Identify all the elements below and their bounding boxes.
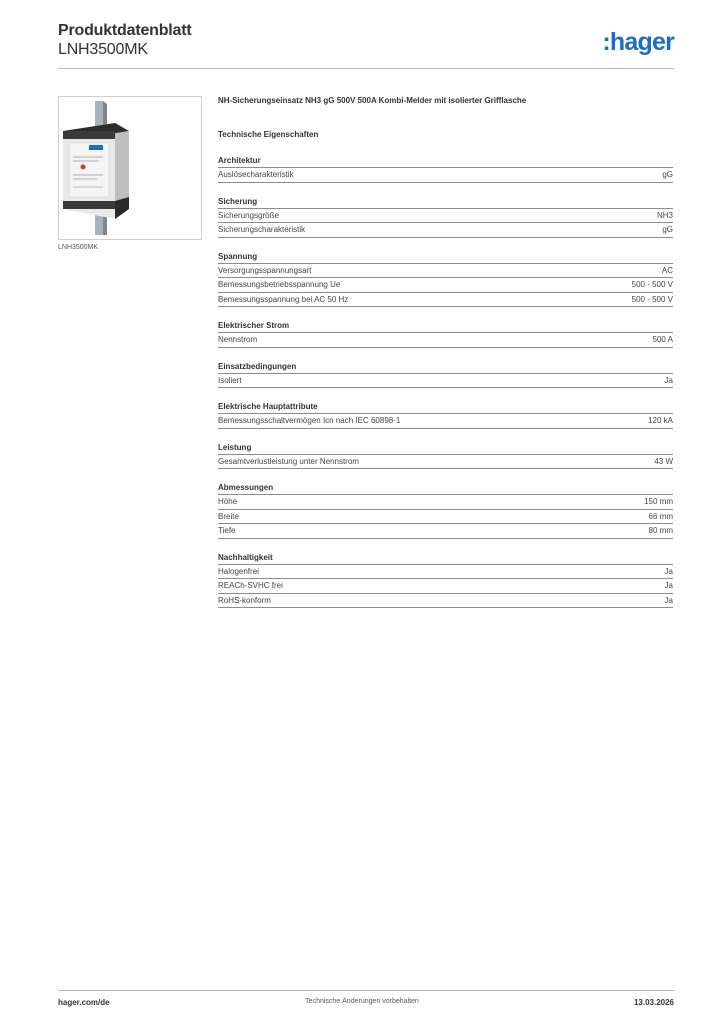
spec-row (218, 168, 673, 183)
product-details (218, 96, 673, 608)
spec-row (218, 495, 673, 510)
spec-group-title: Einsatzbedingungen (218, 362, 673, 374)
spec-value: Ja (664, 566, 673, 576)
footer-date: 13.03.2026 (633, 998, 674, 1007)
spec-label: RoHS-konform (218, 595, 271, 605)
spec-value: 500 - 500 V (631, 294, 673, 304)
specs-heading: Technische Eigenschaften (218, 130, 319, 139)
spec-row (218, 333, 673, 348)
spec-value: 500 A (652, 335, 673, 344)
spec-value: 66 mm (648, 511, 673, 521)
spec-value: 80 mm (648, 526, 673, 535)
spec-group-title: Leistung (218, 443, 673, 455)
spec-row (218, 209, 673, 224)
spec-row (218, 455, 673, 470)
header-divider (58, 68, 674, 69)
spec-label: Tiefe (218, 526, 236, 535)
spec-row (218, 293, 673, 308)
spec-label: Gesamtverlustleistung unter Nennstrom (218, 456, 359, 466)
spec-group (218, 553, 673, 609)
spec-label: Bemessungsbetriebsspannung Ue (218, 280, 341, 289)
spec-row (218, 565, 673, 580)
spec-label: Isoliert (218, 375, 242, 385)
product-description: NH-Sicherungseinsatz NH3 gG 500V 500A Kombi-Melder mit isolierter Grifflasche (218, 96, 527, 105)
spec-group-title: Abmessungen (218, 483, 673, 495)
spec-row (218, 278, 673, 293)
spec-row (218, 594, 673, 609)
spec-value: AC (661, 265, 673, 275)
spec-group (218, 443, 673, 470)
spec-value: 43 W (654, 456, 673, 466)
spec-group (218, 197, 673, 238)
page-header (58, 20, 674, 70)
spec-group (218, 156, 673, 183)
spec-row (218, 223, 673, 238)
spec-label: Höhe (218, 497, 238, 506)
spec-group (218, 402, 673, 429)
spec-label: Breite (218, 511, 239, 521)
spec-group (218, 483, 673, 539)
spec-group (218, 252, 673, 308)
spec-label: Sicherungsgröße (218, 210, 279, 220)
spec-label: Versorgungsspannungsart (218, 265, 312, 275)
spec-group-title: Nachhaltigkeit (218, 553, 673, 565)
spec-group-title: Architektur (218, 156, 673, 168)
spec-label: Bemessungsschaltvermögen Icn nach IEC 60898-1 (218, 416, 401, 425)
spec-row (218, 579, 673, 594)
spec-value: 500 - 500 V (631, 280, 673, 289)
spec-group-title: Spannung (218, 252, 673, 264)
hager-logo: :hager (602, 28, 674, 56)
spec-value: gG (662, 225, 673, 234)
spec-group (218, 321, 673, 348)
footer-divider (58, 990, 674, 991)
spec-label: Bemessungsspannung bei AC 50 Hz (218, 294, 349, 304)
image-caption: LNH3500MK (58, 244, 99, 251)
footer-notice: Technische Änderungen vorbehalten (305, 998, 419, 1005)
spec-row (218, 264, 673, 279)
spec-row (218, 524, 673, 539)
spec-row (218, 510, 673, 525)
fuse-product-photo-icon (59, 97, 201, 239)
spec-value: gG (662, 170, 673, 179)
spec-group-title: Elektrische Hauptattribute (218, 402, 673, 414)
spec-value: Ja (664, 595, 673, 605)
spec-label: Auslösecharakteristik (218, 170, 294, 179)
spec-group-title: Elektrischer Strom (218, 321, 673, 333)
spec-value: NH3 (656, 210, 673, 220)
footer-website-link[interactable]: hager.com/de (58, 998, 110, 1007)
spec-group (218, 362, 673, 389)
product-image (58, 96, 202, 240)
page-title: Produktdatenblatt (58, 22, 192, 39)
spec-label: Sicherungscharakteristik (218, 225, 306, 234)
product-code: LNH3500MK (58, 41, 148, 58)
spec-groups (218, 156, 673, 608)
spec-label: REACh-SVHC frei (218, 581, 283, 590)
spec-label: Nennstrom (218, 335, 258, 344)
spec-group-title: Sicherung (218, 197, 673, 209)
spec-value: 120 kA (648, 416, 673, 425)
spec-row (218, 414, 673, 429)
spec-label: Halogenfrei (218, 566, 259, 576)
spec-value: 150 mm (644, 497, 673, 506)
spec-value: Ja (664, 375, 673, 385)
spec-value: Ja (664, 581, 673, 590)
spec-row (218, 374, 673, 389)
